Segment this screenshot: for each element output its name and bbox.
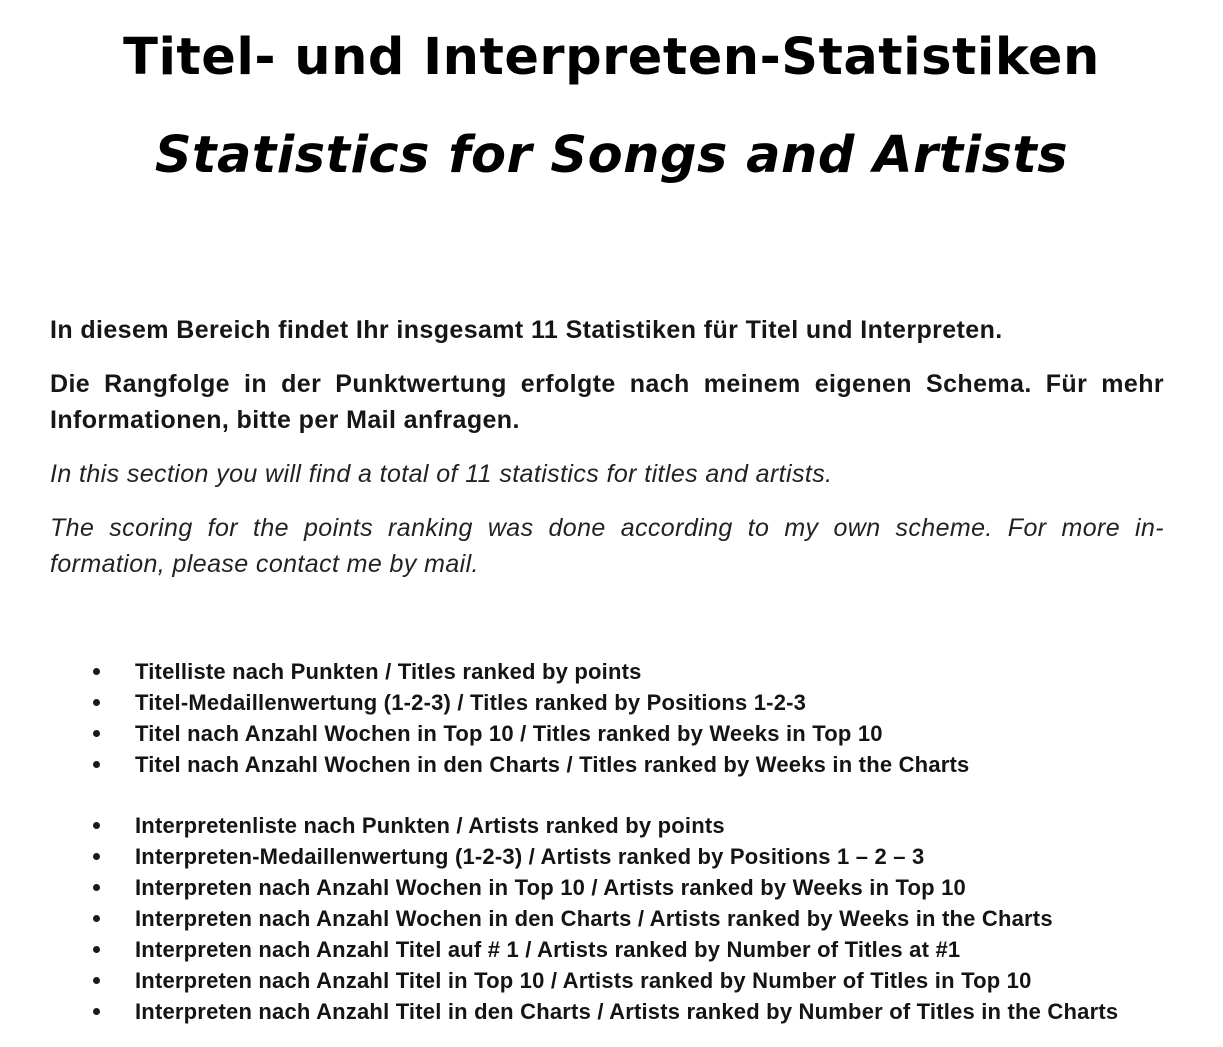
intro-german-scoring: Die Rangfolge in der Punktwertung erfolgte nach meinem eigenen Schema. Für mehr Informationen, bitte per Mail anfragen. xyxy=(50,370,1164,434)
stat-item-titles-weeks-top10[interactable] xyxy=(90,718,1200,749)
bullet-icon xyxy=(93,977,100,984)
bullet-icon xyxy=(93,853,100,860)
bullet-icon xyxy=(93,822,100,829)
stat-item-label[interactable]: Titel nach Anzahl Wochen in Top 10 / Titles ranked by Weeks in Top 10 xyxy=(135,721,883,746)
stat-item-label[interactable]: Interpreten-Medaillenwertung (1-2-3) / Artists ranked by Positions 1 – 2 – 3 xyxy=(135,844,925,869)
stat-item-artists-medals[interactable] xyxy=(90,841,1200,872)
stat-item-artists-weeks-charts[interactable] xyxy=(90,903,1200,934)
stat-item-label[interactable]: Interpreten nach Anzahl Wochen in Top 10 / Artists ranked by Weeks in Top 10 xyxy=(135,875,966,900)
bullet-icon xyxy=(93,1008,100,1015)
stat-item-titles-weeks-charts[interactable] xyxy=(90,749,1200,780)
intro-english-scoring: The scoring for the points ranking was done according to my own scheme. For more in-formation, please contact me by mail. xyxy=(50,514,1164,578)
artist-statistics-list xyxy=(90,810,1200,1027)
stat-item-artists-top10-titles[interactable] xyxy=(90,965,1200,996)
stat-item-label[interactable]: Interpretenliste nach Punkten / Artists ranked by points xyxy=(135,813,725,838)
bullet-icon xyxy=(93,946,100,953)
stat-item-label[interactable]: Interpreten nach Anzahl Titel auf # 1 / Artists ranked by Number of Titles at #1 xyxy=(135,937,961,962)
stat-item-artists-weeks-top10[interactable] xyxy=(90,872,1200,903)
stat-item-label[interactable]: Interpreten nach Anzahl Wochen in den Charts / Artists ranked by Weeks in the Charts xyxy=(135,906,1053,931)
bullet-icon xyxy=(93,668,100,675)
stat-item-label[interactable]: Titelliste nach Punkten / Titles ranked by points xyxy=(135,659,642,684)
stat-item-artists-by-points[interactable] xyxy=(90,810,1200,841)
stat-item-artists-number-one-titles[interactable] xyxy=(90,934,1200,965)
stat-item-label[interactable]: Interpreten nach Anzahl Titel in den Charts / Artists ranked by Number of Titles in the Charts xyxy=(135,999,1119,1024)
stat-item-titles-by-points[interactable] xyxy=(90,656,1200,687)
bullet-icon xyxy=(93,884,100,891)
stat-item-label[interactable]: Titel nach Anzahl Wochen in den Charts / Titles ranked by Weeks in the Charts xyxy=(135,752,970,777)
bullet-icon xyxy=(93,761,100,768)
stat-item-titles-medals[interactable] xyxy=(90,687,1200,718)
page-title-german: Titel- und Interpreten-Statistiken xyxy=(123,28,1100,87)
page-title-english: Statistics for Songs and Artists xyxy=(154,126,1069,185)
stat-item-artists-chart-titles[interactable] xyxy=(90,996,1200,1027)
stat-item-label[interactable]: Interpreten nach Anzahl Titel in Top 10 / Artists ranked by Number of Titles in Top 10 xyxy=(135,968,1032,993)
intro-english-count: In this section you will find a total of 11 statistics for titles and artists. xyxy=(50,460,833,488)
bullet-icon xyxy=(93,730,100,737)
bullet-icon xyxy=(93,699,100,706)
title-statistics-list xyxy=(90,656,1200,780)
bullet-icon xyxy=(93,915,100,922)
intro-german-count: In diesem Bereich findet Ihr insgesamt 11 Statistiken für Titel und Interpreten. xyxy=(50,316,1003,344)
stat-item-label[interactable]: Titel-Medaillenwertung (1-2-3) / Titles ranked by Positions 1-2-3 xyxy=(135,690,807,715)
